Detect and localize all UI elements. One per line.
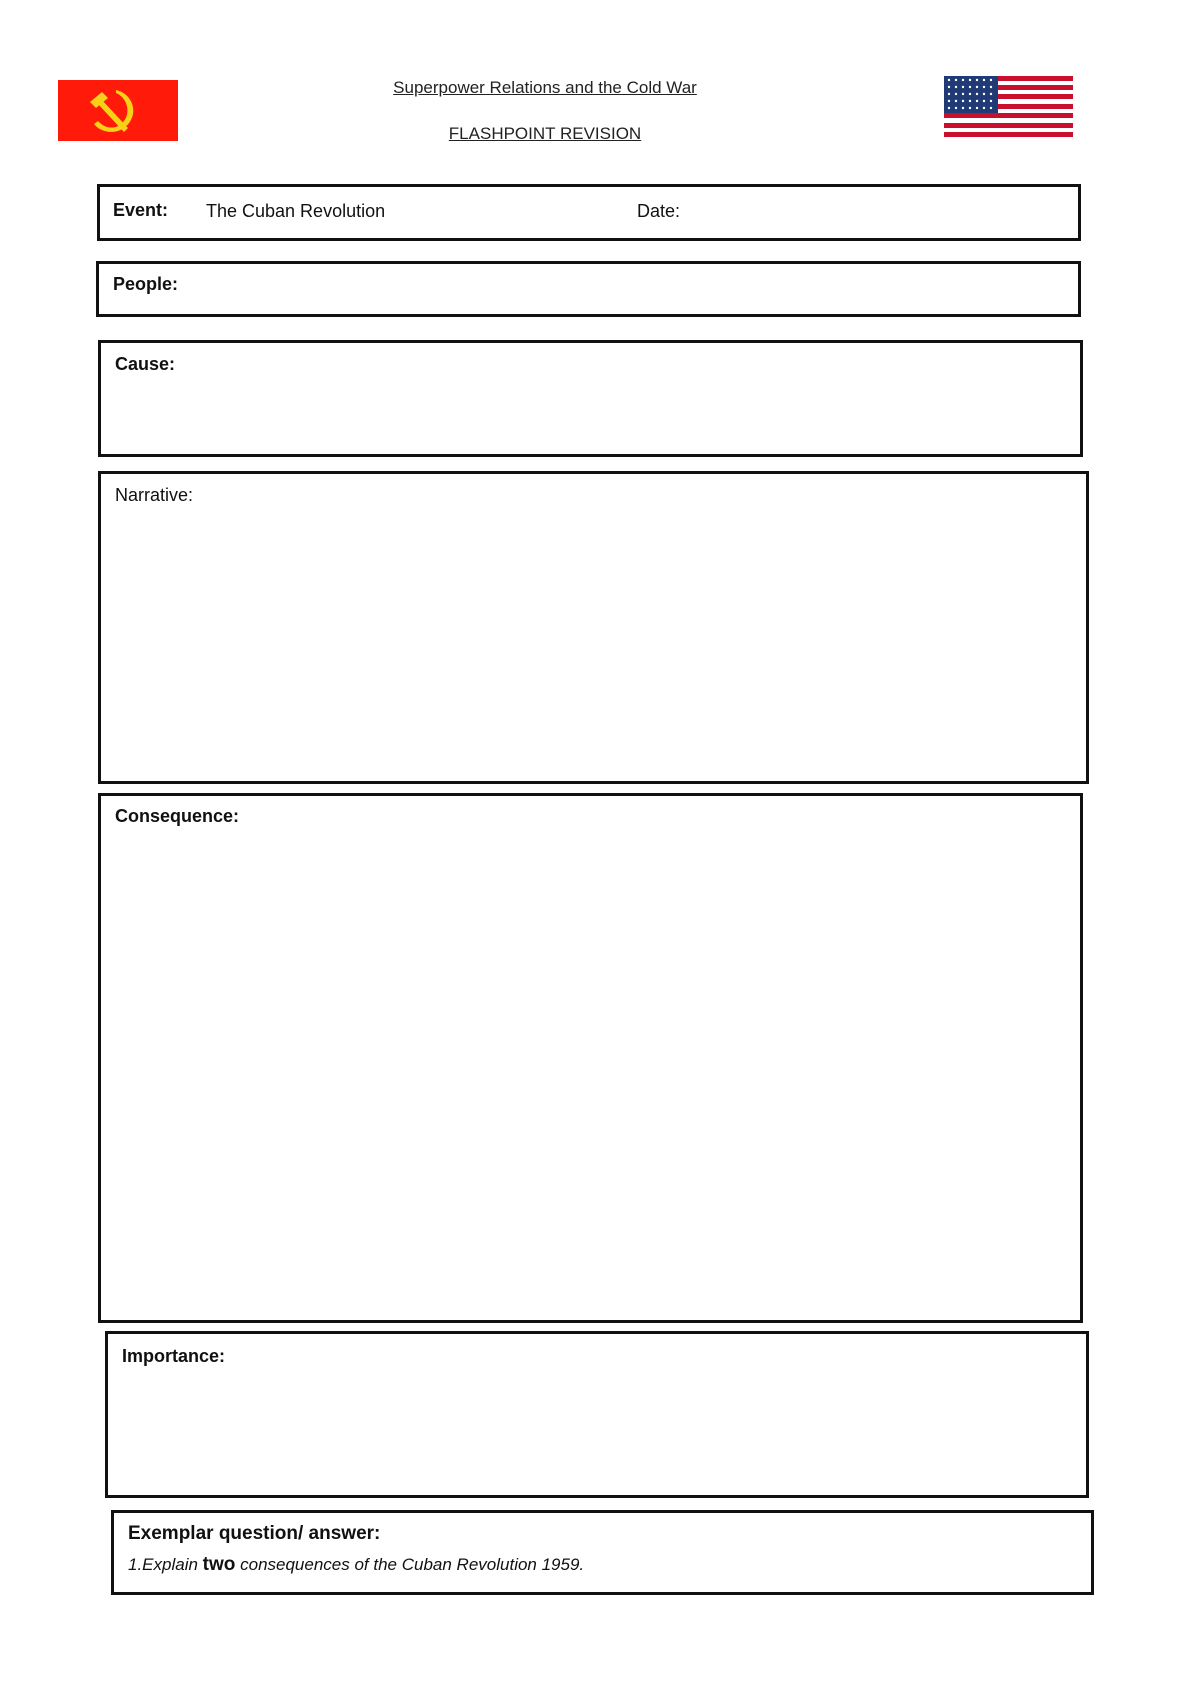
importance-label: Importance: bbox=[122, 1346, 226, 1366]
exemplar-label: Exemplar question/ answer: bbox=[128, 1523, 381, 1544]
date-label: Date: bbox=[637, 201, 681, 221]
exemplar-box bbox=[111, 1510, 1094, 1595]
consequence-box[interactable] bbox=[98, 793, 1083, 1323]
people-label: People: bbox=[113, 274, 179, 294]
consequence-label: Consequence: bbox=[115, 806, 240, 826]
cause-label: Cause: bbox=[115, 354, 176, 374]
question-emphasis: two bbox=[202, 1554, 236, 1575]
event-box bbox=[97, 184, 1081, 241]
question-suffix: consequences of the Cuban Revolution 1959. bbox=[235, 1555, 585, 1574]
exemplar-question bbox=[128, 1554, 584, 1576]
event-value[interactable]: The Cuban Revolution bbox=[206, 201, 386, 221]
narrative-label: Narrative: bbox=[115, 485, 194, 505]
document-title: Superpower Relations and the Cold War bbox=[393, 78, 697, 97]
event-label: Event: bbox=[113, 200, 169, 220]
document-subtitle: FLASHPOINT REVISION bbox=[448, 124, 642, 143]
question-prefix: 1.Explain bbox=[128, 1555, 203, 1574]
cause-box[interactable] bbox=[98, 340, 1083, 457]
us-flag-icon bbox=[944, 76, 1073, 137]
narrative-box[interactable] bbox=[98, 471, 1089, 784]
importance-box[interactable] bbox=[105, 1331, 1089, 1498]
people-box[interactable] bbox=[96, 261, 1081, 317]
